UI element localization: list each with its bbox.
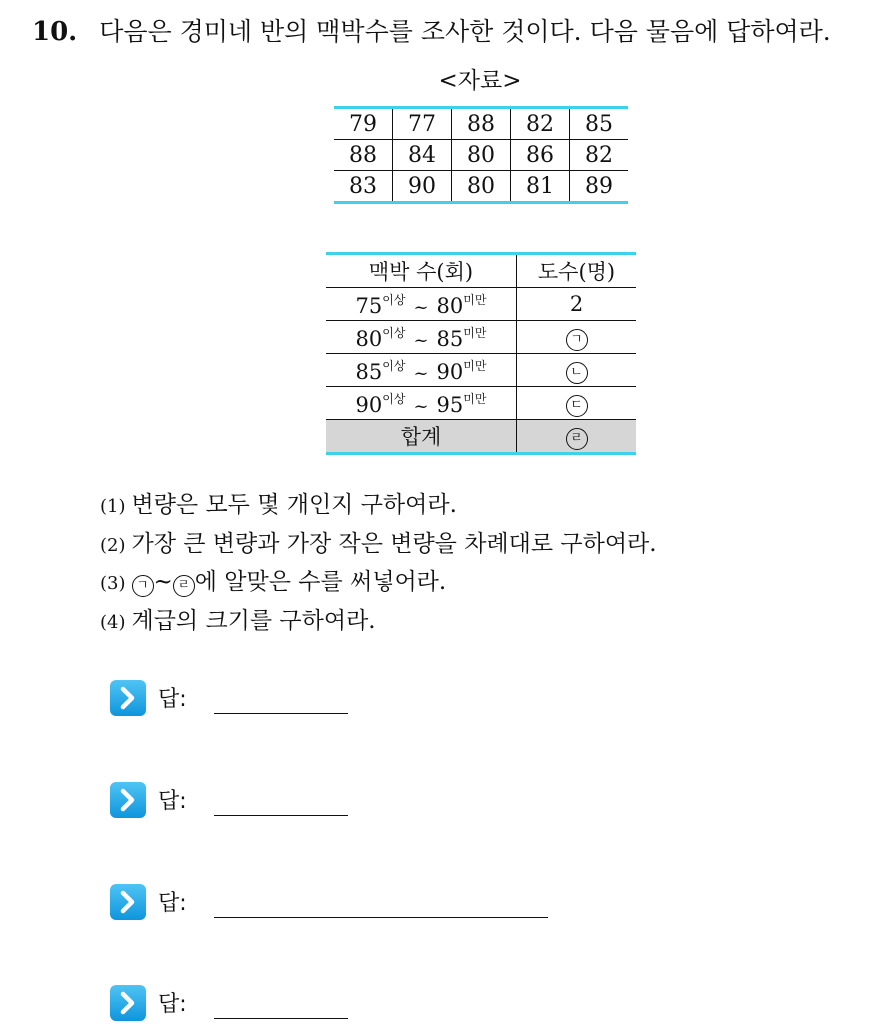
frequency-blank (517, 321, 637, 354)
question-number: 10. (32, 17, 78, 47)
chevron-right-icon (110, 985, 146, 1021)
data-cell: 81 (511, 171, 570, 203)
answer-label: 답: (158, 992, 187, 1017)
frequency-blank (517, 354, 637, 387)
answer-blank[interactable] (214, 1018, 348, 1019)
table-row (334, 108, 628, 140)
class-interval: $80^{이상}$ ~ $85^{미만}$ (326, 321, 517, 354)
sub-question: (4) 계급의 크기를 구하여라. (100, 607, 376, 634)
data-cell: 89 (585, 173, 613, 199)
pulse-data-table (334, 106, 628, 204)
total-row (326, 420, 636, 454)
data-cell: 88 (452, 108, 511, 140)
sub-question: (2) 가장 큰 변량과 가장 작은 변량을 차례대로 구하여라. (100, 530, 657, 557)
class-interval: $90^{이상}$ ~ $95^{미만}$ (326, 387, 517, 420)
data-cell: 82 (570, 140, 629, 171)
data-table-caption: <자료> (438, 68, 522, 94)
circled-letter: ㄹ (173, 575, 195, 597)
sub-question: (3) ㄱ ~ ㄹ 에 알맞은 수를 써넣어라. (100, 569, 447, 595)
data-cell: 82 (511, 108, 570, 140)
data-cell: 85 (570, 108, 629, 140)
question-text: 다음은 경미네 반의 맥박수를 조사한 것이다. 다음 물음에 답하여라. (99, 17, 831, 46)
answer-blank[interactable] (214, 917, 548, 918)
frequency-blank (517, 387, 637, 420)
data-cell: 79 (334, 108, 393, 140)
frequency-value: 2 (517, 288, 637, 321)
total-blank (517, 420, 637, 454)
chevron-right-icon (110, 782, 146, 818)
total-label: 합계 (326, 420, 517, 454)
circled-letter: ㄱ (566, 329, 588, 351)
table-row (334, 140, 628, 171)
circled-letter: ㄱ (132, 575, 154, 597)
answer-label: 답: (158, 891, 187, 916)
table-row (326, 321, 636, 354)
data-cell: 80 (452, 171, 511, 203)
chevron-right-icon (110, 884, 146, 920)
sub-question: (1) 변량은 모두 몇 개인지 구하여라. (100, 492, 457, 518)
chevron-right-icon (110, 680, 146, 716)
question-header (32, 12, 831, 48)
sub-question-list (100, 486, 657, 640)
circled-letter: ㄷ (566, 395, 588, 417)
class-interval: $75^{이상}$ ~ $80^{미만}$ (326, 288, 517, 321)
data-cell: 83 (334, 171, 393, 203)
circled-letter: ㄹ (566, 428, 588, 450)
data-cell: 84 (393, 140, 452, 171)
circled-letter: ㄴ (566, 362, 588, 384)
answer-blank[interactable] (214, 815, 348, 816)
answer-blank[interactable] (214, 713, 348, 714)
data-cell: 90 (393, 171, 452, 203)
frequency-table (326, 252, 636, 455)
table-row (326, 354, 636, 387)
class-interval: $85^{이상}$ ~ $90^{미만}$ (326, 354, 517, 387)
answer-label: 답: (158, 789, 187, 814)
answer-label: 답: (158, 687, 187, 712)
table-row (326, 387, 636, 420)
data-cell: 77 (393, 108, 452, 140)
column-header-pulse: 맥박 수(회) (326, 254, 517, 288)
data-cell: 86 (511, 140, 570, 171)
data-cell: 88 (334, 140, 393, 171)
table-row (334, 171, 628, 203)
data-cell: 80 (452, 140, 511, 171)
table-header-row (326, 254, 636, 288)
column-header-count: 도수(명) (517, 254, 637, 288)
table-row (326, 288, 636, 321)
